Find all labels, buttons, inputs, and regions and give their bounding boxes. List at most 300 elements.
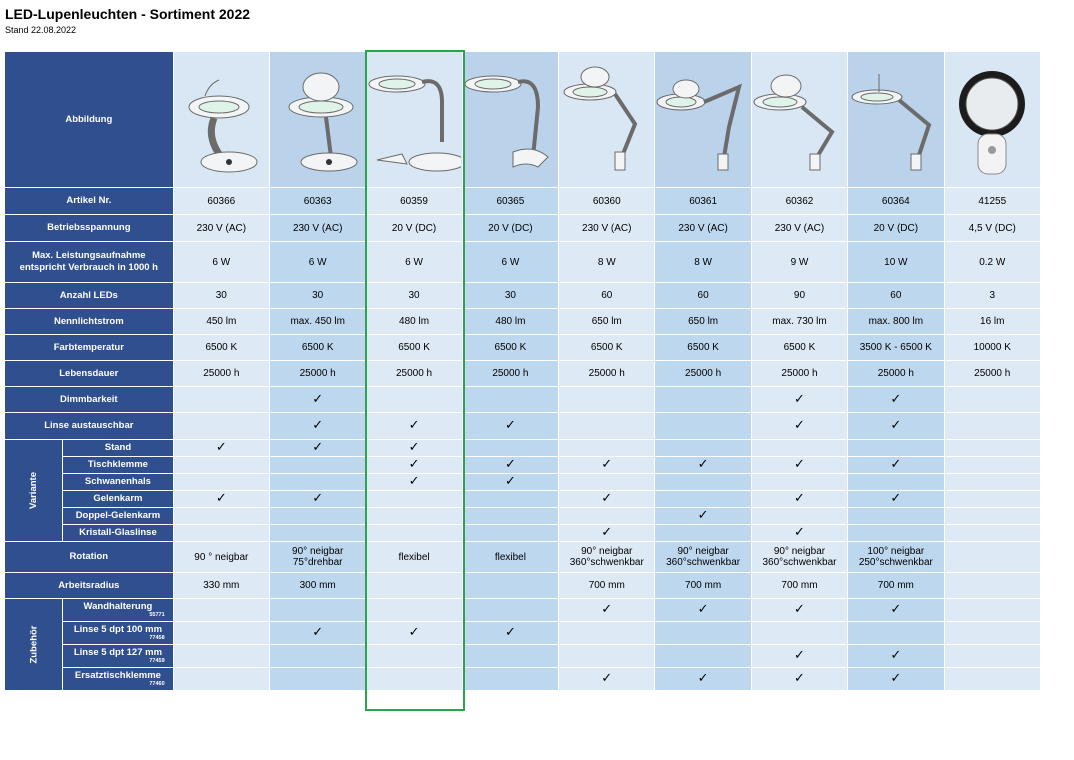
row-label-dimm: Dimmbarkeit [5, 387, 173, 412]
cell-dimm [559, 387, 654, 412]
row-label-text: Stand [104, 442, 132, 453]
cell-leds: 30 [270, 283, 365, 308]
row-label-text: Ersatztischklemme [74, 670, 161, 681]
cell-farbtemp: 6500 K [270, 335, 365, 360]
cell-schwanenhals [848, 474, 943, 490]
cell-artikel: 60365 [463, 188, 558, 214]
cell-l100 [752, 622, 847, 644]
cell-doppel [174, 508, 269, 524]
checkmark-icon: ✓ [794, 457, 805, 472]
row-label-kristall [63, 525, 172, 541]
cell-kristall [945, 525, 1040, 541]
cell-radius: 330 mm [174, 573, 269, 598]
row-lebensdauer [5, 361, 1040, 386]
cell-ersatz [174, 668, 269, 690]
cell-doppel [463, 508, 558, 524]
rotation-line-2: 360°schwenkbar [569, 557, 644, 568]
cell-rotation [848, 542, 943, 572]
cell-ersatz [752, 668, 847, 690]
article-code: 77460 [149, 681, 165, 687]
row-ersatz [5, 668, 1040, 690]
cell-radius [945, 573, 1040, 598]
article-code: 55771 [149, 612, 165, 618]
cell-artikel: 60360 [559, 188, 654, 214]
cell-leds: 60 [655, 283, 750, 308]
checkmark-icon: ✓ [890, 648, 902, 663]
cell-wand [848, 599, 943, 621]
cell-tischklemme [463, 457, 558, 473]
row-doppel [5, 508, 1040, 524]
cell-doppel [752, 508, 847, 524]
row-label-farbtemp: Farbtemperatur [5, 335, 173, 360]
cell-stand [366, 440, 461, 456]
cell-schwanenhals [366, 474, 461, 490]
cell-wand [463, 599, 558, 621]
cell-radius: 700 mm [559, 573, 654, 598]
rotation-line-2: 360°schwenkbar [762, 557, 837, 568]
cell-spannung: 230 V (AC) [174, 215, 269, 241]
cell-licht: 650 lm [559, 309, 654, 334]
row-label-text: Linse 5 dpt 127 mm [73, 647, 163, 658]
cell-lebensdauer: 25000 h [752, 361, 847, 386]
cell-gelenkarm [366, 491, 461, 507]
cell-rotation [463, 542, 558, 572]
cell-lebensdauer: 25000 h [270, 361, 365, 386]
cell-gelenkarm [559, 491, 654, 507]
cell-kristall [655, 525, 750, 541]
product-image [366, 52, 461, 187]
lamp-image-41255 [945, 62, 1039, 177]
row-label-radius: Arbeitsradius [5, 573, 173, 598]
rotation-line-1: 90° neigbar [292, 546, 344, 557]
cell-kristall [366, 525, 461, 541]
cell-wand [559, 599, 654, 621]
checkmark-icon: ✓ [312, 418, 324, 433]
cell-doppel [655, 508, 750, 524]
rotation-line-1: flexibel [398, 551, 430, 563]
row-farbtemp [5, 335, 1040, 360]
cell-tischklemme [270, 457, 365, 473]
group-label-text: Variante [28, 472, 40, 509]
cell-lebensdauer: 25000 h [174, 361, 269, 386]
row-label-linse: Linse austauschbar [5, 413, 173, 439]
cell-leistung: 9 W [752, 242, 847, 282]
cell-schwanenhals [559, 474, 654, 490]
product-image [752, 52, 847, 187]
checkmark-icon: ✓ [215, 491, 227, 506]
cell-wand [270, 599, 365, 621]
row-kristall [5, 525, 1040, 541]
cell-schwanenhals [270, 474, 365, 490]
cell-dimm [752, 387, 847, 412]
cell-doppel [848, 508, 943, 524]
row-label-text: Wandhalterung [83, 601, 153, 612]
cell-artikel: 41255 [945, 188, 1040, 214]
cell-l127 [174, 645, 269, 667]
cell-kristall [848, 525, 943, 541]
cell-schwanenhals [655, 474, 750, 490]
cell-farbtemp: 6500 K [463, 335, 558, 360]
cell-spannung: 230 V (AC) [270, 215, 365, 241]
rotation-line-2: 75°drehbar [292, 557, 343, 568]
cell-farbtemp: 10000 K [945, 335, 1040, 360]
checkmark-icon: ✓ [504, 474, 516, 489]
row-spannung [5, 215, 1040, 241]
cell-farbtemp: 6500 K [366, 335, 461, 360]
row-label-lebensdauer: Lebensdauer [5, 361, 173, 386]
group-label-zubehoer [5, 599, 62, 690]
cell-dimm [270, 387, 365, 412]
cell-schwanenhals [463, 474, 558, 490]
cell-stand [752, 440, 847, 456]
cell-gelenkarm [848, 491, 943, 507]
row-schwanenhals [5, 474, 1040, 490]
rotation-line-1: 90° neigbar [773, 546, 826, 557]
checkmark-icon: ✓ [215, 440, 227, 455]
cell-radius [366, 573, 461, 598]
checkmark-icon: ✓ [312, 391, 324, 407]
row-label-stand [63, 440, 172, 456]
cell-farbtemp: 6500 K [752, 335, 847, 360]
cell-artikel: 60366 [174, 188, 269, 214]
cell-rotation [174, 542, 269, 572]
cell-farbtemp: 6500 K [174, 335, 269, 360]
row-stand [5, 440, 1040, 456]
row-label-text: Linse 5 dpt 100 mm [73, 624, 163, 635]
checkmark-icon: ✓ [697, 457, 709, 472]
checkmark-icon: ✓ [697, 602, 709, 617]
checkmark-icon: ✓ [890, 457, 902, 472]
checkmark-icon: ✓ [312, 625, 324, 640]
lamp-image-60365 [463, 62, 557, 177]
cell-licht: 16 lm [945, 309, 1040, 334]
cell-tischklemme [752, 457, 847, 473]
row-label-artikel: Artikel Nr. [5, 188, 173, 214]
cell-linse [270, 413, 365, 439]
row-label-licht: Nennlichtstrom [5, 309, 173, 334]
cell-spannung: 4,5 V (DC) [945, 215, 1040, 241]
row-label-gelenkarm [63, 491, 172, 507]
row-label-wand [63, 599, 172, 621]
lamp-image-60362 [752, 62, 846, 177]
cell-rotation [559, 542, 654, 572]
row-label-spannung: Betriebsspannung [5, 215, 173, 241]
cell-ersatz [945, 668, 1040, 690]
checkmark-icon: ✓ [601, 671, 613, 686]
cell-tischklemme [174, 457, 269, 473]
cell-tischklemme [945, 457, 1040, 473]
cell-gelenkarm [270, 491, 365, 507]
lamp-image-60360 [560, 62, 654, 177]
row-tischklemme [5, 457, 1040, 473]
cell-kristall [270, 525, 365, 541]
product-image [174, 52, 269, 187]
row-linse [5, 413, 1040, 439]
row-dimm [5, 387, 1040, 412]
cell-l100 [270, 622, 365, 644]
cell-linse [655, 413, 750, 439]
rotation-line-1: flexibel [494, 551, 526, 563]
checkmark-icon: ✓ [601, 457, 613, 472]
lamp-image-60363 [271, 62, 365, 177]
cell-leds: 30 [366, 283, 461, 308]
cell-leistung: 10 W [848, 242, 943, 282]
checkmark-icon: ✓ [504, 418, 516, 433]
cell-licht: 480 lm [366, 309, 461, 334]
article-code: 77459 [149, 658, 165, 664]
cell-farbtemp: 6500 K [655, 335, 750, 360]
row-label-l127 [63, 645, 172, 667]
cell-licht: max. 800 lm [848, 309, 943, 334]
page-title: LED-Lupenleuchten - Sortiment 2022 [5, 6, 251, 22]
checkmark-icon: ✓ [697, 671, 709, 686]
lamp-image-60361 [656, 62, 750, 177]
row-leds [5, 283, 1040, 308]
cell-doppel [559, 508, 654, 524]
cell-l100 [945, 622, 1040, 644]
row-rotation [5, 542, 1040, 572]
cell-linse [174, 413, 269, 439]
cell-l127 [559, 645, 654, 667]
checkmark-icon: ✓ [601, 525, 613, 540]
row-gelenkarm [5, 491, 1040, 507]
cell-leistung: 8 W [655, 242, 750, 282]
row-label-doppel [63, 508, 172, 524]
row-label-ersatz [63, 668, 172, 690]
cell-dimm [655, 387, 750, 412]
cell-wand [655, 599, 750, 621]
cell-spannung: 20 V (DC) [463, 215, 558, 241]
row-label-l100 [63, 622, 172, 644]
row-label-rotation: Rotation [5, 542, 173, 572]
cell-stand [945, 440, 1040, 456]
checkmark-icon: ✓ [504, 457, 516, 472]
cell-artikel: 60361 [655, 188, 750, 214]
product-image [848, 52, 943, 187]
cell-lebensdauer: 25000 h [366, 361, 461, 386]
row-radius [5, 573, 1040, 598]
cell-lebensdauer: 25000 h [848, 361, 943, 386]
checkmark-icon: ✓ [890, 418, 902, 433]
cell-l100 [174, 622, 269, 644]
checkmark-icon: ✓ [794, 671, 805, 686]
cell-artikel: 60362 [752, 188, 847, 214]
cell-l100 [848, 622, 943, 644]
cell-ersatz [848, 668, 943, 690]
cell-wand [752, 599, 847, 621]
cell-doppel [366, 508, 461, 524]
cell-kristall [752, 525, 847, 541]
page-date: Stand 22.08.2022 [5, 25, 77, 35]
checkmark-icon: ✓ [408, 457, 420, 472]
rotation-line-2: 250°schwenkbar [858, 557, 933, 568]
checkmark-icon: ✓ [794, 491, 805, 506]
cell-stand [848, 440, 943, 456]
row-label-text: Tischklemme [87, 459, 148, 470]
row-label-schwanenhals [63, 474, 172, 490]
cell-licht: 650 lm [655, 309, 750, 334]
product-image [463, 52, 558, 187]
cell-stand [655, 440, 750, 456]
cell-lebensdauer: 25000 h [559, 361, 654, 386]
cell-radius [463, 573, 558, 598]
group-label-variante [5, 440, 62, 541]
cell-licht: 480 lm [463, 309, 558, 334]
cell-gelenkarm [463, 491, 558, 507]
checkmark-icon: ✓ [794, 418, 805, 433]
cell-leds: 90 [752, 283, 847, 308]
cell-wand [174, 599, 269, 621]
row-artikel [5, 188, 1040, 214]
cell-linse [752, 413, 847, 439]
cell-artikel: 60359 [366, 188, 461, 214]
cell-rotation [366, 542, 461, 572]
cell-radius: 700 mm [752, 573, 847, 598]
lamp-image-60359 [367, 62, 461, 177]
cell-wand [366, 599, 461, 621]
checkmark-icon: ✓ [408, 418, 420, 433]
cell-schwanenhals [945, 474, 1040, 490]
row-label-line-1: Max. Leistungsaufnahme [32, 250, 146, 261]
checkmark-icon: ✓ [890, 391, 902, 407]
cell-l127 [655, 645, 750, 667]
cell-leistung: 6 W [174, 242, 269, 282]
cell-l127 [752, 645, 847, 667]
cell-linse [945, 413, 1040, 439]
row-label-text: Gelenkarm [93, 493, 143, 504]
lamp-image-60366 [174, 62, 268, 177]
checkmark-icon: ✓ [601, 491, 613, 506]
cell-rotation [655, 542, 750, 572]
cell-farbtemp: 3500 K - 6500 K [848, 335, 943, 360]
rotation-line-2: 360°schwenkbar [666, 557, 741, 568]
header [5, 6, 250, 35]
lamp-image-60364 [849, 62, 943, 177]
checkmark-icon: ✓ [794, 391, 805, 407]
cell-rotation [752, 542, 847, 572]
cell-l100 [463, 622, 558, 644]
product-table [4, 51, 1041, 691]
cell-l127 [366, 645, 461, 667]
cell-gelenkarm [945, 491, 1040, 507]
cell-leistung: 6 W [463, 242, 558, 282]
rotation-line-1: 100° neigbar [867, 546, 925, 557]
cell-spannung: 230 V (AC) [559, 215, 654, 241]
rotation-line-1: 90° neigbar [581, 546, 633, 557]
cell-licht: max. 730 lm [752, 309, 847, 334]
cell-leds: 3 [945, 283, 1040, 308]
cell-tischklemme [366, 457, 461, 473]
row-l100 [5, 622, 1040, 644]
cell-linse [559, 413, 654, 439]
cell-linse [848, 413, 943, 439]
checkmark-icon: ✓ [408, 625, 420, 640]
cell-linse [463, 413, 558, 439]
cell-schwanenhals [752, 474, 847, 490]
cell-dimm [848, 387, 943, 412]
cell-l100 [559, 622, 654, 644]
row-licht [5, 309, 1040, 334]
cell-radius: 300 mm [270, 573, 365, 598]
checkmark-icon: ✓ [312, 491, 324, 506]
cell-gelenkarm [655, 491, 750, 507]
group-label-text: Zubehör [28, 625, 40, 664]
product-image [945, 52, 1040, 187]
checkmark-icon: ✓ [312, 440, 324, 455]
cell-spannung: 230 V (AC) [752, 215, 847, 241]
cell-lebensdauer: 25000 h [945, 361, 1040, 386]
cell-leistung: 6 W [270, 242, 365, 282]
cell-licht: 450 lm [174, 309, 269, 334]
row-label-line-2: entspricht Verbrauch in 1000 h [19, 262, 158, 273]
cell-l100 [655, 622, 750, 644]
checkmark-icon: ✓ [601, 602, 613, 617]
cell-leds: 60 [559, 283, 654, 308]
checkmark-icon: ✓ [890, 671, 902, 686]
cell-spannung: 20 V (DC) [848, 215, 943, 241]
cell-stand [270, 440, 365, 456]
cell-kristall [463, 525, 558, 541]
cell-licht: max. 450 lm [270, 309, 365, 334]
cell-leistung: 6 W [366, 242, 461, 282]
cell-lebensdauer: 25000 h [655, 361, 750, 386]
cell-dimm [174, 387, 269, 412]
cell-stand [463, 440, 558, 456]
cell-doppel [945, 508, 1040, 524]
cell-tischklemme [559, 457, 654, 473]
cell-dimm [463, 387, 558, 412]
cell-gelenkarm [752, 491, 847, 507]
checkmark-icon: ✓ [890, 602, 902, 617]
checkmark-icon: ✓ [794, 525, 805, 540]
cell-spannung: 230 V (AC) [655, 215, 750, 241]
cell-tischklemme [655, 457, 750, 473]
cell-kristall [559, 525, 654, 541]
cell-dimm [945, 387, 1040, 412]
cell-leistung: 0.2 W [945, 242, 1040, 282]
cell-leds: 30 [463, 283, 558, 308]
row-label-text: Kristall-Glaslinse [79, 527, 157, 538]
cell-farbtemp: 6500 K [559, 335, 654, 360]
product-image [655, 52, 750, 187]
row-label-leds: Anzahl LEDs [5, 283, 173, 308]
row-l127 [5, 645, 1040, 667]
cell-ersatz [366, 668, 461, 690]
checkmark-icon: ✓ [408, 440, 420, 455]
cell-linse [366, 413, 461, 439]
row-label-leistung [5, 242, 173, 282]
cell-dimm [366, 387, 461, 412]
cell-ersatz [463, 668, 558, 690]
row-label-tischklemme [63, 457, 172, 473]
cell-lebensdauer: 25000 h [463, 361, 558, 386]
cell-rotation [270, 542, 365, 572]
cell-gelenkarm [174, 491, 269, 507]
cell-wand [945, 599, 1040, 621]
cell-l127 [945, 645, 1040, 667]
cell-ersatz [270, 668, 365, 690]
row-wand [5, 599, 1040, 621]
cell-leds: 60 [848, 283, 943, 308]
cell-l127 [463, 645, 558, 667]
row-pic [5, 52, 1040, 187]
row-leistung [5, 242, 1040, 282]
rotation-line-1: 90 ° neigbar [194, 551, 249, 563]
checkmark-icon: ✓ [794, 648, 805, 663]
cell-l100 [366, 622, 461, 644]
cell-artikel: 60364 [848, 188, 943, 214]
cell-leistung: 8 W [559, 242, 654, 282]
